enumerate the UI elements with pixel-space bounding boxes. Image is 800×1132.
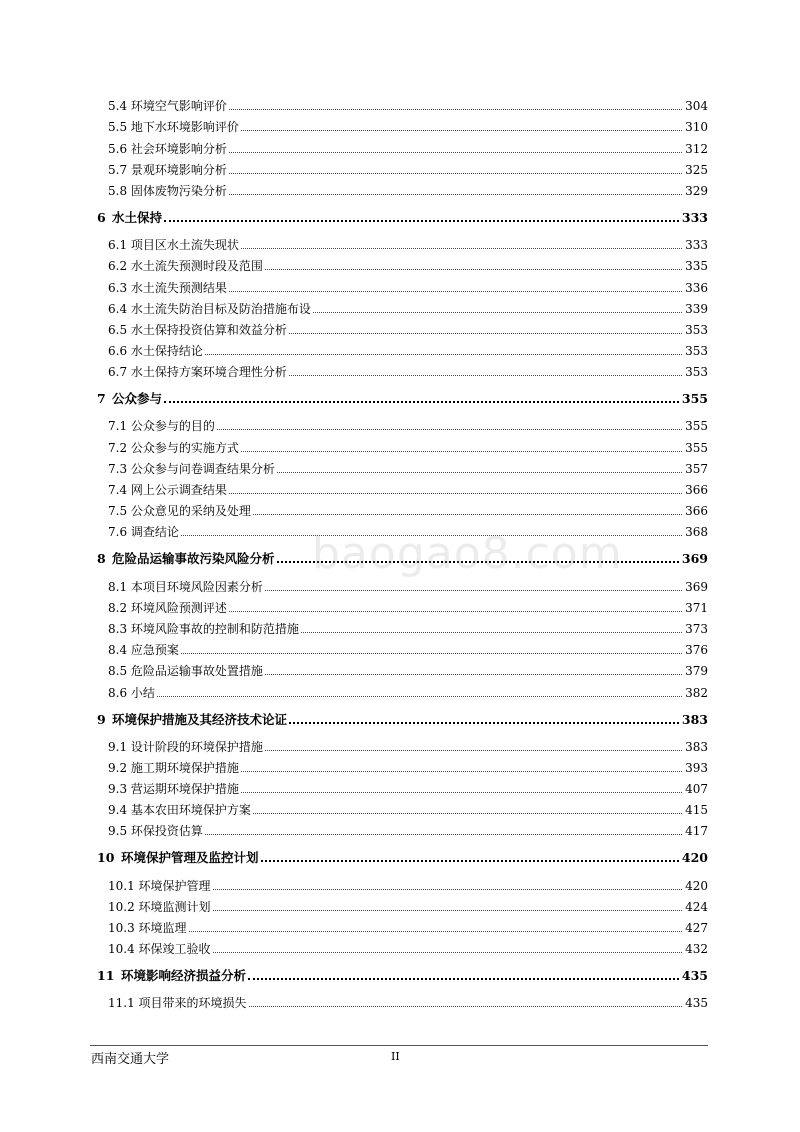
- toc-leader-dots: [241, 130, 682, 131]
- toc-section-entry[interactable]: [97, 273, 708, 294]
- toc-page-number: 417: [685, 824, 708, 839]
- toc-chapter-entry[interactable]: [97, 845, 708, 865]
- toc-section-label: 10.1 环境保护管理: [108, 878, 211, 893]
- toc-leader-dots: [164, 401, 679, 403]
- toc-leader-dots: [241, 792, 682, 793]
- toc-page-number: 371: [685, 600, 708, 615]
- toc-section-entry[interactable]: [97, 455, 708, 476]
- toc-chapter-label: [97, 851, 261, 865]
- toc-section-entry[interactable]: [97, 252, 708, 273]
- toc-section-entry[interactable]: [97, 497, 708, 518]
- footer-divider: [90, 1045, 708, 1046]
- toc-section-entry[interactable]: [97, 615, 708, 636]
- toc-section-label: 10.3 环境监理: [108, 921, 187, 935]
- toc-leader-dots: [205, 354, 682, 355]
- toc-chapter-title: 公众参与: [112, 391, 163, 407]
- toc-section-entry[interactable]: [97, 231, 708, 252]
- toc-chapter-title: 环境保护措施及其经济技术论证: [112, 711, 288, 727]
- toc-section-entry[interactable]: [97, 358, 708, 379]
- toc-page-number: 325: [685, 162, 708, 177]
- toc-section-label: 7.3 公众参与问卷调查结果分析: [108, 461, 275, 476]
- toc-page-number: 353: [685, 344, 708, 359]
- toc-page-number: 373: [685, 621, 708, 636]
- toc-section-entry[interactable]: [97, 412, 708, 433]
- toc-leader-dots: [289, 375, 682, 376]
- toc-section-entry[interactable]: [97, 156, 708, 177]
- toc-section-label: 8.1 本项目环境风险因素分析: [108, 579, 263, 594]
- toc-section-label: 7.4 网上公示调查结果: [108, 483, 227, 497]
- toc-section-entry[interactable]: [97, 134, 708, 155]
- toc-page-number: 355: [685, 440, 708, 455]
- toc-section-entry[interactable]: [97, 92, 708, 113]
- toc-section-label: 11.1 项目带来的环境损失: [108, 996, 247, 1011]
- toc-page-number: 369: [681, 551, 708, 567]
- footer-page-number: II: [391, 1050, 400, 1063]
- toc-section-entry[interactable]: [97, 657, 708, 678]
- toc-section-label: 5.7 景观环境影响分析: [108, 162, 227, 177]
- toc-leader-dots: [249, 1006, 683, 1007]
- toc-section-label: 5.8 固体废物污染分析: [108, 183, 227, 198]
- toc-leader-dots: [189, 931, 683, 932]
- toc-page-number: 393: [685, 760, 708, 775]
- toc-page-number: 355: [685, 419, 708, 434]
- toc-leader-dots: [213, 910, 683, 911]
- toc-chapter-entry[interactable]: [97, 205, 708, 225]
- toc-page-number: 415: [685, 803, 708, 818]
- toc-chapter-label: [97, 392, 164, 406]
- footer-institution: 西南交通大学: [91, 1052, 170, 1067]
- toc-leader-dots: [229, 173, 682, 174]
- toc-section-entry[interactable]: [97, 678, 708, 699]
- toc-page-number: 357: [685, 461, 708, 476]
- toc-leader-dots: [213, 952, 683, 953]
- toc-page-number: 432: [685, 942, 708, 957]
- toc-chapter-number: 11: [97, 968, 115, 984]
- toc-page-number: 376: [685, 643, 708, 658]
- toc-page-number: 366: [685, 504, 708, 519]
- toc-section-label: 7.2 公众参与的实施方式: [108, 440, 239, 455]
- toc-leader-dots: [265, 674, 682, 675]
- toc-leader-dots: [229, 611, 682, 612]
- toc-page-number: 427: [685, 921, 708, 935]
- toc-leader-dots: [253, 813, 682, 814]
- toc-section-entry[interactable]: [97, 754, 708, 775]
- toc-page-number: 368: [685, 525, 708, 540]
- toc-leader-dots: [241, 771, 682, 772]
- toc-page-number: 355: [681, 391, 708, 407]
- toc-section-label: 6.5 水土保持投资估算和效益分析: [108, 322, 287, 337]
- toc-page-number: 336: [685, 280, 708, 295]
- toc-chapter-number: 10: [97, 850, 115, 866]
- toc-page-number: 310: [685, 120, 708, 135]
- toc-leader-dots: [301, 632, 682, 633]
- toc-chapter-title: 环境影响经济损益分析: [121, 968, 247, 984]
- toc-section-entry[interactable]: [97, 935, 708, 956]
- toc-page-number: 435: [685, 996, 708, 1011]
- toc-page-number: 420: [685, 878, 708, 893]
- toc-leader-dots: [229, 493, 682, 494]
- toc-section-label: 9.2 施工期环境保护措施: [108, 760, 239, 775]
- toc-section-label: 9.1 设计阶段的环境保护措施: [108, 739, 263, 754]
- toc-leader-dots: [213, 889, 683, 890]
- watermark: baogao8.com: [312, 528, 623, 579]
- toc-leader-dots: [205, 834, 682, 835]
- toc-page-number: 379: [685, 664, 708, 679]
- toc-chapter-title: 环境保护管理及监控计划: [121, 850, 259, 866]
- toc-section-entry[interactable]: [97, 113, 708, 134]
- toc-leader-dots: [265, 750, 682, 751]
- toc-leader-dots: [253, 514, 682, 515]
- toc-section-entry[interactable]: [97, 775, 708, 796]
- toc-section-label: 7.1 公众参与的目的: [108, 419, 215, 434]
- toc-section-entry[interactable]: [97, 796, 708, 817]
- toc-section-entry[interactable]: [97, 871, 708, 892]
- toc-leader-dots: [289, 333, 682, 334]
- toc-section-entry[interactable]: [97, 914, 708, 935]
- toc-section-label: 10.2 环境监测计划: [108, 899, 211, 914]
- toc-page-number: 420: [681, 850, 708, 866]
- toc-section-label: 8.2 环境风险预测评述: [108, 600, 227, 615]
- toc-section-label: 8.3 环境风险事故的控制和防范措施: [108, 621, 299, 636]
- toc-page-number: 407: [685, 782, 708, 797]
- toc-page-number: 329: [685, 183, 708, 198]
- toc-section-label: 6.6 水土保持结论: [108, 344, 203, 359]
- toc-section-entry[interactable]: [97, 636, 708, 657]
- toc-section-label: 6.4 水土流失防治目标及防治措施布设: [108, 301, 311, 316]
- toc-section-label: 9.5 环保投资估算: [108, 824, 203, 839]
- toc-chapter-number: 9: [97, 711, 106, 727]
- toc-leader-dots: [261, 860, 679, 862]
- toc-section-entry[interactable]: [97, 433, 708, 454]
- toc-page-number: 304: [685, 99, 708, 114]
- toc-page-number: 312: [685, 141, 708, 156]
- toc-page-number: 435: [681, 968, 708, 984]
- toc-section-entry[interactable]: [97, 989, 708, 1010]
- toc-leader-dots: [241, 248, 682, 249]
- toc-section-entry[interactable]: [97, 476, 708, 497]
- toc-section-label: 5.6 社会环境影响分析: [108, 141, 227, 156]
- toc-leader-dots: [241, 451, 682, 452]
- toc-section-entry[interactable]: [97, 733, 708, 754]
- toc-section-label: 9.4 基本农田环境保护方案: [108, 803, 251, 818]
- toc-page-number: 335: [685, 259, 708, 274]
- toc-section-label: 7.5 公众意见的采纳及处理: [108, 504, 251, 519]
- toc-leader-dots: [164, 220, 679, 222]
- toc-leader-dots: [229, 291, 682, 292]
- toc-chapter-label: [97, 552, 277, 566]
- toc-section-entry[interactable]: [97, 316, 708, 337]
- toc-section-label: 9.3 营运期环境保护措施: [108, 782, 239, 797]
- toc-section-label: 8.6 小结: [108, 685, 155, 700]
- toc-chapter-label: [97, 969, 248, 983]
- toc-page-number: 333: [685, 238, 708, 253]
- toc-section-label: 6.7 水土保持方案环境合理性分析: [108, 365, 287, 380]
- toc-section-label: 8.5 危险品运输事故处置措施: [108, 664, 263, 679]
- toc-leader-dots: [265, 590, 682, 591]
- toc-page-number: 383: [685, 739, 708, 754]
- toc-section-entry[interactable]: [97, 893, 708, 914]
- toc-section-entry[interactable]: [97, 337, 708, 358]
- toc-leader-dots: [217, 429, 682, 430]
- toc-page-number: 383: [681, 711, 708, 727]
- toc-section-label: 6.2 水土流失预测时段及范围: [108, 259, 263, 274]
- toc-chapter-title: 水土保持: [112, 209, 163, 225]
- toc-leader-dots: [181, 653, 682, 654]
- toc-section-label: 5.4 环境空气影响评价: [108, 99, 227, 114]
- toc-page-number: 424: [685, 899, 708, 914]
- toc-section-label: 7.6 调查结论: [108, 525, 179, 540]
- toc-chapter-label: [97, 713, 289, 727]
- toc-chapter-number: 7: [97, 391, 106, 407]
- toc-section-label: 6.3 水土流失预测结果: [108, 280, 227, 295]
- toc-section-label: 5.5 地下水环境影响评价: [108, 120, 239, 135]
- toc-chapter-label: [97, 211, 164, 225]
- toc-chapter-title: 危险品运输事故污染风险分析: [112, 551, 275, 567]
- toc-page-number: 382: [685, 685, 708, 700]
- toc-chapter-number: 8: [97, 551, 106, 567]
- toc-leader-dots: [229, 194, 682, 195]
- toc-section-label: 6.1 项目区水土流失现状: [108, 238, 239, 253]
- toc-page-number: 369: [685, 579, 708, 594]
- toc-page-number: 353: [685, 365, 708, 380]
- toc-leader-dots: [229, 152, 682, 153]
- toc-section-entry[interactable]: [97, 817, 708, 838]
- toc-page-number: 339: [685, 301, 708, 316]
- toc-leader-dots: [265, 269, 682, 270]
- toc-chapter-entry[interactable]: [97, 386, 708, 406]
- toc-leader-dots: [157, 696, 682, 697]
- toc-section-label: 10.4 环保竣工验收: [108, 942, 211, 957]
- toc-section-label: 8.4 应急预案: [108, 643, 179, 658]
- toc-leader-dots: [248, 978, 679, 980]
- toc-leader-dots: [289, 722, 679, 724]
- toc-chapter-entry[interactable]: [97, 707, 708, 727]
- toc-section-entry[interactable]: [97, 295, 708, 316]
- toc-leader-dots: [313, 312, 682, 313]
- toc-section-entry[interactable]: [97, 177, 708, 198]
- toc-page-number: 333: [681, 209, 708, 225]
- toc-page-number: 353: [685, 322, 708, 337]
- toc-page-number: 366: [685, 483, 708, 497]
- toc-chapter-number: 6: [97, 209, 106, 225]
- toc-leader-dots: [229, 109, 682, 110]
- toc-leader-dots: [277, 472, 682, 473]
- toc-chapter-entry[interactable]: [97, 963, 708, 983]
- toc-section-entry[interactable]: [97, 594, 708, 615]
